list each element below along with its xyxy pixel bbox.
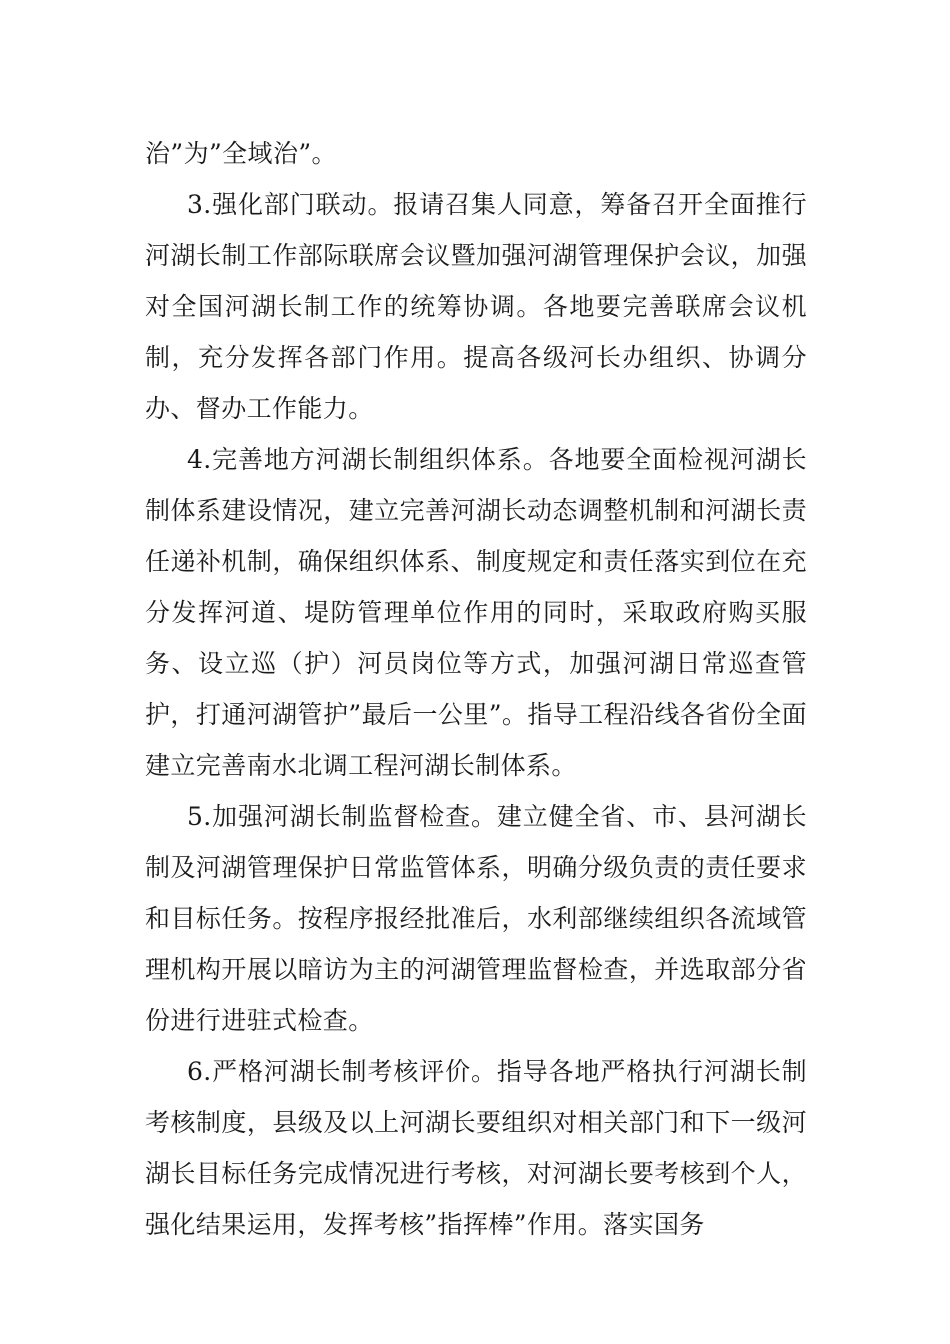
paragraph-3-department-coordination: 3.强化部门联动。报请召集人同意，筹备召开全面推行河湖长制工作部际联席会议暨加强河湖管理保护会议，加强对全国河湖长制工作的统筹协调。各地要完善联席会议机制，充分发挥各部门作用。提高各级河长办组织、协调分办、督办工作能力。 <box>145 190 807 423</box>
paragraph-4-organization-system: 4.完善地方河湖长制组织体系。各地要全面检视河湖长制体系建设情况，建立完善河湖长动态调整机制和河湖长责任递补机制，确保组织体系、制度规定和责任落实到位在充分发挥河道、堤防管理单位作用的同时，采取政府购买服务、设立巡（护）河员岗位等方式，加强河湖日常巡查管护，打通河湖管护”最后一公里”。指导工程沿线各省份全面建立完善南水北调工程河湖长制体系。 <box>145 445 807 780</box>
paragraph-5-supervision-inspection: 5.加强河湖长制监督检查。建立健全省、市、县河湖长制及河湖管理保护日常监管体系，明确分级负责的责任要求和目标任务。按程序报经批准后，水利部继续组织各流域管理机构开展以暗访为主的河湖管理监督检查，并选取部分省份进行进驻式检查。 <box>145 802 807 1035</box>
paragraph-6-assessment-evaluation: 6.严格河湖长制考核评价。指导各地严格执行河湖长制考核制度，县级及以上河湖长要组织对相关部门和下一级河湖长目标任务完成情况进行考核，对河湖长要考核到个人，强化结果运用，发挥考核”指挥棒”作用。落实国务 <box>145 1057 807 1239</box>
document-body <box>145 128 807 1250</box>
paragraph-continuation: 治”为”全域治”。 <box>145 139 337 168</box>
